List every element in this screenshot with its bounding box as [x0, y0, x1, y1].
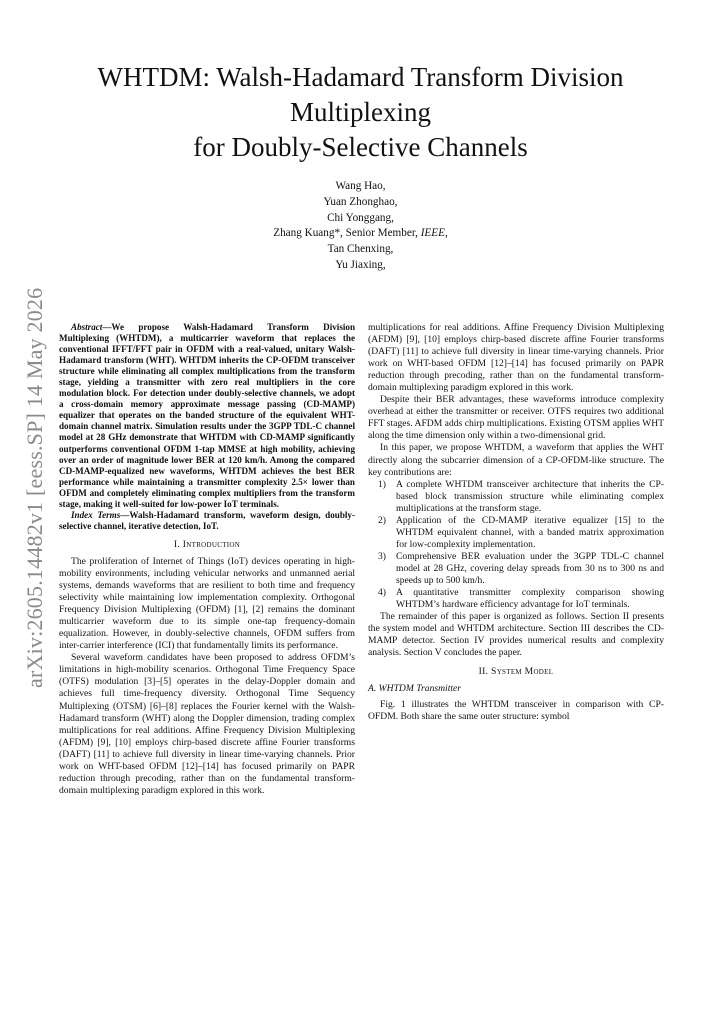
- author: Yu Jiaxing,: [335, 258, 386, 271]
- list-item: [378, 550, 664, 587]
- paragraph: The remainder of this paper is organized as follows. Section II presents the system model and WHTDM architecture. Section III describes the CD-MAMP detector. Section IV provides numerical results and complexity analysis. Section V concludes the paper.: [368, 611, 664, 659]
- list-number: 2): [378, 514, 386, 526]
- paper-title: [40, 60, 681, 165]
- subsection-heading: A. WHTDM Transmitter: [368, 683, 462, 695]
- contribution-list: [368, 479, 664, 612]
- author: Tan Chenxing,: [327, 243, 394, 256]
- author: [160, 226, 561, 242]
- list-item: [378, 587, 664, 611]
- author-list: [160, 179, 561, 274]
- left-column: [59, 322, 355, 796]
- paragraph: Several waveform candidates have been proposed to address OFDM’s limitations in high-mobility scenarios. Orthogonal Time Frequency Space (OTFS) modulation [3]–[5] operates in the delay-Doppler domain and achieves full time-frequency diversity. Orthogonal Time Sequency Multiplexing (OTSM) [6]–[8] replaces the Fourier kernel with the Walsh-Hadamard transform (WHT) along the Doppler dimension, trading complex multiplications for real additions. Affine Frequency Division Multiplexing (AFDM) [9], [10] employs chirp-based discrete affine Fourier transforms (DAFT) [11] to achieve full diversity in linear time-varying channels. Prior work on WHT-based OFDM [12]–[14] has focused primarily on PAPR reduction through precoding, rather than on the fundamental transform-domain multiplexing paradigm explored in this work.: [59, 652, 355, 796]
- author-punct: ,: [444, 227, 448, 240]
- author: Chi Yonggang,: [327, 211, 394, 224]
- paragraph-continued: multiplications for real additions. Affine Frequency Division Multiplexing (AFDM) [9], [10] employs chirp-based discrete affine Fourier transforms (DAFT) [11] to achieve full diversity in linear time-varying channels. Prior work on WHT-based OFDM [12]–[14] has focused primarily on PAPR reduction through precoding, rather than on the fundamental transform-domain multiplexing paradigm explored in this work.: [368, 322, 664, 394]
- author: Yuan Zhonghao,: [323, 195, 398, 208]
- right-column: [368, 322, 664, 724]
- list-number: 1): [378, 478, 386, 490]
- author: Wang Hao,: [335, 180, 386, 192]
- title-line: for Doubly-Selective Channels: [193, 132, 528, 162]
- paragraph: The proliferation of Internet of Things (IoT) devices operating in high-mobility environments, including vehicular networks and unmanned aerial systems, demands waveforms that are resilient to both time and frequency selectivity while maintaining low implementation complexity. Orthogonal Frequency Division Multiplexing (OFDM) [1], [2] remains the dominant multicarrier waveform due to its simple one-tap frequency-domain equalization. However, in doubly-selective channels, OFDM suffers from inter-carrier interference (ICI) that fundamentally limits its performance.: [59, 555, 355, 652]
- arxiv-identifier: arXiv:2605.14482v1 [eess.SP] 14 May 2026: [22, 287, 47, 688]
- title-line: Multiplexing: [290, 97, 431, 127]
- abstract-lead: Abstract: [71, 322, 103, 332]
- abstract: [59, 322, 355, 510]
- list-text: A complete WHTDM transceiver architecture that inherits the CP-based block transmission structure while eliminating complex multiplications at the transform stage.: [396, 478, 664, 514]
- list-number: 3): [378, 550, 386, 562]
- index-terms-text: —Walsh-Hadamard transform, waveform design, doubly-selective channel, iterative detection, IoT.: [59, 509, 355, 531]
- section-heading: I. Introduction: [173, 538, 241, 550]
- paragraph: In this paper, we propose WHTDM, a waveform that applies the WHT directly along the subcarrier dimension of a CP-OFDM-like structure. The key contributions are:: [368, 442, 664, 478]
- list-item: [378, 478, 664, 515]
- author-name: Zhang Kuang*, Senior Member,: [273, 227, 421, 240]
- paragraph: Fig. 1 illustrates the WHTDM transceiver in comparison with CP-OFDM. Both share the same outer structure: symbol: [368, 699, 664, 723]
- section-heading: II. System Model: [478, 666, 554, 678]
- paragraph: Despite their BER advantages, these waveforms introduce complexity overhead at either the transmitter or receiver. OTFS requires two additional FFT stages. AFDM adds chirp multiplications. Existing OTSM applies WHT along the time dimension only within a two-dimensional grid.: [368, 394, 664, 442]
- index-terms-lead: Index Terms: [71, 509, 121, 520]
- list-number: 4): [378, 587, 386, 599]
- title-line: WHTDM: Walsh-Hadamard Transform Division: [97, 62, 624, 92]
- list-text: Application of the CD-MAMP iterative equalizer [15] to the WHTDM equivalent channel, with a banded matrix approximation for low-complexity implementation.: [396, 514, 664, 550]
- list-item: [378, 514, 664, 551]
- list-text: A quantitative transmitter complexity comparison showing WHTDM’s hardware efficiency advantage for IoT terminals.: [396, 587, 664, 611]
- abstract-text: —We propose Walsh-Hadamard Transform Division Multiplexing (WHTDM), a multicarrier waveform that replaces the conventional IFFT/FFT pair in OFDM with a real-valued, unitary Walsh-Hadamard transform (WHT). WHTDM inherits the CP-OFDM transceiver structure while eliminating all complex multiplications from the transform stage, yielding a transmitter with zero real multipliers in the core modulation block. For detection under doubly-selective channels, we adopt a cross-domain memory approximate message passing (CD-MAMP) equalizer that operates on the banded structure of the equivalent WHT-domain channel matrix. Simulation results under the 3GPP TDL-C channel model at 28 GHz demonstrate that WHTDM with CD-MAMP significantly outperforms conventional OFDM 1-tap MMSE at high mobility, achieving over an order of magnitude lower BER at 120 km/h. Among the compared CD-MAMP-equalized new waveforms, WHTDM achieves the best BER performance while maintaining a transmitter complexity 2.5× lower than OFDM and completely eliminating complex multipliers from the transform stage, making it well-suited for low-power IoT terminals.: [59, 322, 355, 509]
- author-org: IEEE: [420, 227, 445, 240]
- index-terms: [59, 510, 355, 532]
- list-text: Comprehensive BER evaluation under the 3GPP TDL-C channel model at 28 GHz, covering delay spreads from 30 ns to 300 ns and speeds up to 500 km/h.: [396, 550, 664, 586]
